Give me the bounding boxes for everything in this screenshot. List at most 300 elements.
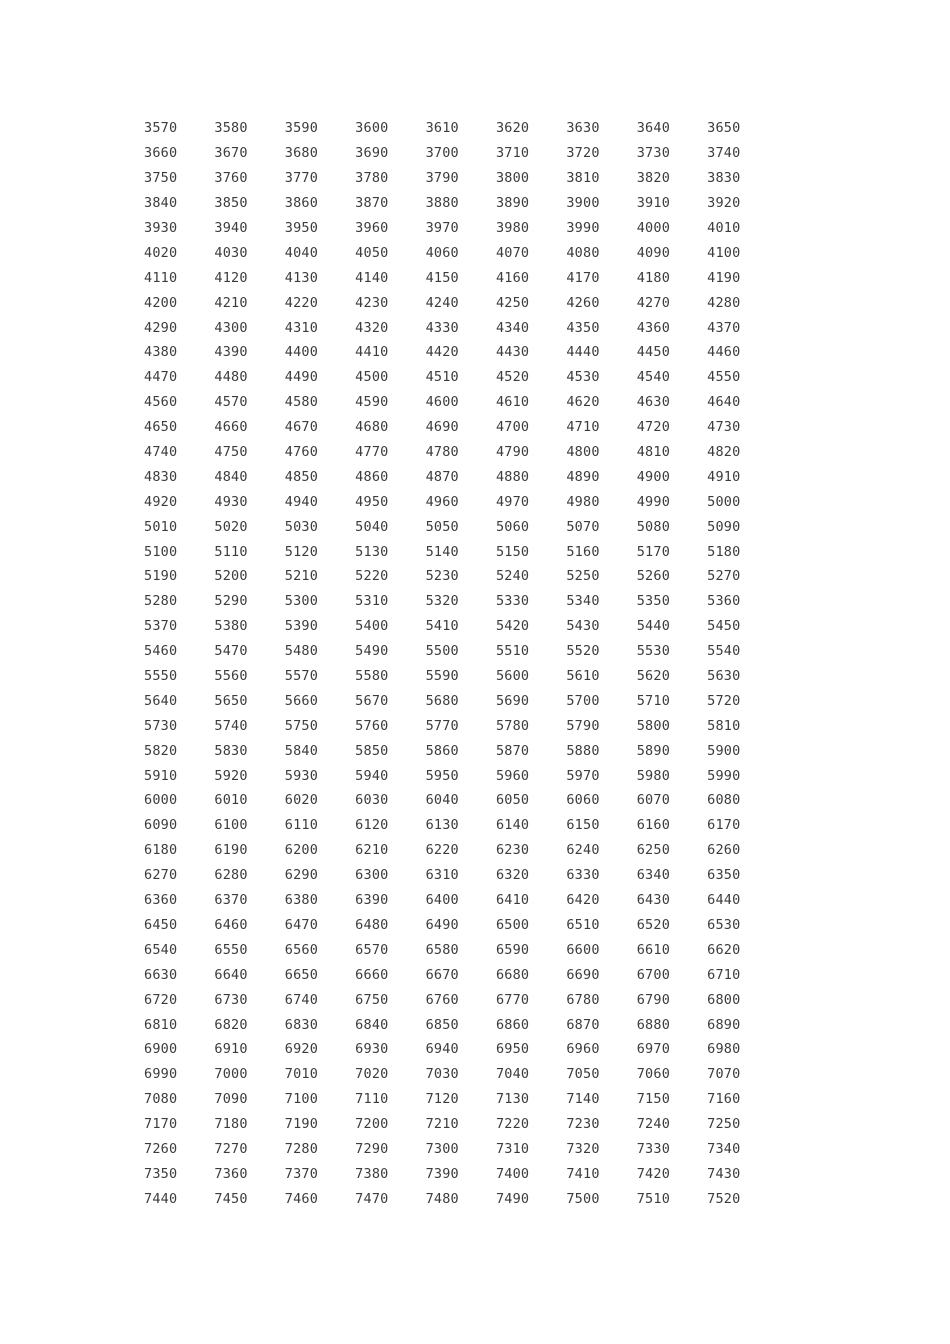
number-cell: 6030 bbox=[355, 792, 389, 809]
number-cell: 5830 bbox=[214, 742, 248, 759]
number-cell: 7350 bbox=[144, 1165, 178, 1182]
number-cell: 6540 bbox=[144, 941, 178, 958]
number-cell: 4040 bbox=[284, 244, 319, 261]
number-cell: 5280 bbox=[144, 593, 178, 610]
number-cell: 6880 bbox=[636, 1016, 671, 1033]
number-cell: 6320 bbox=[495, 867, 530, 884]
number-cell: 4420 bbox=[425, 344, 459, 361]
number-cell: 7430 bbox=[707, 1165, 741, 1182]
number-cell: 6870 bbox=[566, 1016, 600, 1033]
number-cell: 5490 bbox=[355, 643, 389, 660]
number-cell: 6990 bbox=[144, 1066, 178, 1083]
number-cell: 5250 bbox=[566, 568, 600, 585]
number-cell: 6600 bbox=[566, 941, 600, 958]
number-cell: 7010 bbox=[284, 1066, 319, 1083]
number-cell: 7190 bbox=[284, 1116, 319, 1133]
number-cell: 5530 bbox=[636, 643, 671, 660]
number-cell: 5070 bbox=[566, 518, 600, 535]
number-cell: 5390 bbox=[284, 618, 319, 635]
number-cell: 6220 bbox=[425, 842, 459, 859]
number-cell: 7460 bbox=[284, 1190, 319, 1207]
number-cell: 3920 bbox=[707, 195, 741, 212]
number-cell: 4230 bbox=[355, 294, 389, 311]
number-row bbox=[144, 589, 784, 614]
number-cell: 5140 bbox=[425, 543, 459, 560]
number-cell: 6270 bbox=[144, 867, 178, 884]
number-cell: 7450 bbox=[214, 1190, 248, 1207]
number-row bbox=[144, 116, 784, 141]
number-cell: 5800 bbox=[636, 717, 671, 734]
number-cell: 6230 bbox=[495, 842, 530, 859]
number-cell: 5190 bbox=[144, 568, 178, 585]
number-cell: 4080 bbox=[566, 244, 600, 261]
number-row bbox=[144, 888, 784, 913]
number-cell: 5650 bbox=[214, 692, 248, 709]
number-cell: 5630 bbox=[707, 668, 741, 685]
number-cell: 5600 bbox=[495, 668, 530, 685]
number-cell: 6080 bbox=[707, 792, 741, 809]
number-cell: 7300 bbox=[425, 1140, 459, 1157]
number-row bbox=[144, 216, 784, 241]
number-cell: 5510 bbox=[495, 643, 530, 660]
number-cell: 6890 bbox=[707, 1016, 741, 1033]
number-cell: 6710 bbox=[707, 966, 741, 983]
number-cell: 7040 bbox=[495, 1066, 530, 1083]
number-cell: 7280 bbox=[284, 1140, 319, 1157]
number-cell: 4050 bbox=[355, 244, 389, 261]
number-cell: 5690 bbox=[495, 692, 530, 709]
number-row bbox=[144, 166, 784, 191]
number-cell: 3780 bbox=[355, 170, 389, 187]
number-cell: 4970 bbox=[495, 493, 530, 510]
number-cell: 5030 bbox=[284, 518, 319, 535]
number-cell: 6470 bbox=[284, 916, 319, 933]
number-cell: 6560 bbox=[284, 941, 319, 958]
number-cell: 4660 bbox=[214, 419, 248, 436]
number-cell: 5460 bbox=[144, 643, 178, 660]
number-cell: 5160 bbox=[566, 543, 600, 560]
number-cell: 7400 bbox=[495, 1165, 530, 1182]
number-cell: 5890 bbox=[636, 742, 671, 759]
number-cell: 3640 bbox=[636, 120, 671, 137]
number-cell: 6310 bbox=[425, 867, 459, 884]
number-cell: 4930 bbox=[214, 493, 248, 510]
number-cell: 4070 bbox=[495, 244, 530, 261]
number-row bbox=[144, 738, 784, 763]
number-cell: 5670 bbox=[355, 692, 389, 709]
number-cell: 7020 bbox=[355, 1066, 389, 1083]
number-cell: 6950 bbox=[495, 1041, 530, 1058]
number-cell: 4920 bbox=[144, 493, 178, 510]
number-cell: 4380 bbox=[144, 344, 178, 361]
number-cell: 6830 bbox=[284, 1016, 319, 1033]
number-cell: 5400 bbox=[355, 618, 389, 635]
number-cell: 6020 bbox=[284, 792, 319, 809]
number-row bbox=[144, 962, 784, 987]
number-cell: 6120 bbox=[355, 817, 389, 834]
number-row bbox=[144, 1161, 784, 1186]
number-cell: 6150 bbox=[566, 817, 600, 834]
number-cell: 6680 bbox=[495, 966, 530, 983]
number-cell: 7230 bbox=[566, 1116, 600, 1133]
number-cell: 6840 bbox=[355, 1016, 389, 1033]
number-cell: 5150 bbox=[495, 543, 530, 560]
number-cell: 6060 bbox=[566, 792, 600, 809]
number-cell: 7510 bbox=[636, 1190, 671, 1207]
number-cell: 4100 bbox=[707, 244, 741, 261]
number-cell: 6190 bbox=[214, 842, 248, 859]
number-cell: 4010 bbox=[707, 220, 741, 236]
number-row bbox=[144, 813, 784, 838]
number-cell: 3990 bbox=[566, 220, 600, 236]
number-cell: 4760 bbox=[284, 444, 319, 461]
number-cell: 4480 bbox=[214, 369, 248, 386]
number-cell: 6390 bbox=[355, 892, 389, 909]
number-row bbox=[144, 365, 784, 390]
number-cell: 4600 bbox=[425, 394, 459, 411]
number-cell: 7360 bbox=[214, 1165, 248, 1182]
number-cell: 6640 bbox=[214, 966, 248, 983]
number-row bbox=[144, 639, 784, 664]
number-row bbox=[144, 863, 784, 888]
number-cell: 6330 bbox=[566, 867, 600, 884]
number-cell: 6610 bbox=[636, 941, 671, 958]
number-cell: 6850 bbox=[425, 1016, 459, 1033]
number-cell: 7210 bbox=[425, 1116, 459, 1133]
number-cell: 3940 bbox=[214, 220, 248, 236]
number-cell: 7380 bbox=[355, 1165, 389, 1182]
number-cell: 3720 bbox=[566, 145, 600, 162]
number-cell: 4720 bbox=[636, 419, 671, 436]
number-cell: 3930 bbox=[144, 220, 178, 236]
number-cell: 4730 bbox=[707, 419, 741, 436]
number-cell: 7340 bbox=[707, 1140, 741, 1157]
number-cell: 7500 bbox=[566, 1190, 600, 1207]
number-cell: 4340 bbox=[495, 319, 530, 336]
number-cell: 4470 bbox=[144, 369, 178, 386]
number-cell: 6530 bbox=[707, 916, 741, 933]
number-cell: 5820 bbox=[144, 742, 178, 759]
number-cell: 6960 bbox=[566, 1041, 600, 1058]
number-cell: 4190 bbox=[707, 269, 741, 286]
number-cell: 5240 bbox=[495, 568, 530, 585]
number-cell: 5020 bbox=[214, 518, 248, 535]
number-cell: 6650 bbox=[284, 966, 319, 983]
number-cell: 4160 bbox=[495, 269, 530, 286]
number-cell: 4290 bbox=[144, 319, 178, 336]
number-row bbox=[144, 614, 784, 639]
number-cell: 4900 bbox=[636, 468, 671, 485]
number-cell: 5440 bbox=[636, 618, 671, 635]
number-cell: 4980 bbox=[566, 493, 600, 510]
number-cell: 5760 bbox=[355, 717, 389, 734]
number-cell: 6800 bbox=[707, 991, 741, 1008]
number-cell: 3660 bbox=[144, 145, 178, 162]
number-cell: 6790 bbox=[636, 991, 671, 1008]
number-cell: 5500 bbox=[425, 643, 459, 660]
number-row bbox=[144, 340, 784, 365]
number-cell: 7170 bbox=[144, 1116, 178, 1133]
number-row bbox=[144, 664, 784, 689]
number-cell: 7060 bbox=[636, 1066, 671, 1083]
number-cell: 3570 bbox=[144, 120, 178, 137]
number-cell: 4330 bbox=[425, 319, 459, 336]
number-cell: 7240 bbox=[636, 1116, 671, 1133]
number-cell: 4460 bbox=[707, 344, 741, 361]
number-cell: 7150 bbox=[636, 1091, 671, 1108]
number-cell: 5300 bbox=[284, 593, 319, 610]
number-cell: 4810 bbox=[636, 444, 671, 461]
number-cell: 7110 bbox=[355, 1091, 389, 1108]
number-cell: 4550 bbox=[707, 369, 741, 386]
number-cell: 6340 bbox=[636, 867, 671, 884]
number-cell: 6770 bbox=[495, 991, 530, 1008]
number-cell: 6520 bbox=[636, 916, 671, 933]
number-cell: 6740 bbox=[284, 991, 319, 1008]
number-cell: 4060 bbox=[425, 244, 459, 261]
number-cell: 5660 bbox=[284, 692, 319, 709]
number-cell: 3710 bbox=[495, 145, 530, 162]
number-cell: 6590 bbox=[495, 941, 530, 958]
number-cell: 4430 bbox=[495, 344, 530, 361]
number-cell: 4750 bbox=[214, 444, 248, 461]
number-cell: 5750 bbox=[284, 717, 319, 734]
number-cell: 4500 bbox=[355, 369, 389, 386]
number-cell: 5580 bbox=[355, 668, 389, 685]
number-cell: 6510 bbox=[566, 916, 600, 933]
number-cell: 7160 bbox=[707, 1091, 741, 1108]
number-cell: 6920 bbox=[284, 1041, 319, 1058]
number-cell: 4570 bbox=[214, 394, 248, 411]
number-cell: 5310 bbox=[355, 593, 389, 610]
number-cell: 4240 bbox=[425, 294, 459, 311]
number-cell: 6570 bbox=[355, 941, 389, 958]
number-cell: 4130 bbox=[284, 269, 319, 286]
number-cell: 5130 bbox=[355, 543, 389, 560]
number-cell: 4690 bbox=[425, 419, 459, 436]
number-cell: 5770 bbox=[425, 717, 459, 734]
number-cell: 6180 bbox=[144, 842, 178, 859]
number-cell: 7290 bbox=[355, 1140, 389, 1157]
number-cell: 4400 bbox=[284, 344, 319, 361]
number-cell: 5700 bbox=[566, 692, 600, 709]
number-cell: 6140 bbox=[495, 817, 530, 834]
number-cell: 4320 bbox=[355, 319, 389, 336]
number-cell: 5900 bbox=[707, 742, 741, 759]
number-cell: 4110 bbox=[144, 269, 178, 286]
number-cell: 6420 bbox=[566, 892, 600, 909]
number-row bbox=[144, 1112, 784, 1137]
number-cell: 4450 bbox=[636, 344, 671, 361]
number-cell: 6200 bbox=[284, 842, 319, 859]
number-cell: 4020 bbox=[144, 244, 178, 261]
number-cell: 5910 bbox=[144, 767, 178, 784]
number-cell: 4830 bbox=[144, 468, 178, 485]
number-row bbox=[144, 390, 784, 415]
number-cell: 6130 bbox=[425, 817, 459, 834]
number-cell: 7090 bbox=[214, 1091, 248, 1108]
number-row bbox=[144, 913, 784, 938]
number-cell: 5940 bbox=[355, 767, 389, 784]
number-row bbox=[144, 440, 784, 465]
number-cell: 7260 bbox=[144, 1140, 178, 1157]
number-cell: 4250 bbox=[495, 294, 530, 311]
number-cell: 4940 bbox=[284, 493, 319, 510]
number-cell: 5330 bbox=[495, 593, 530, 610]
number-cell: 3670 bbox=[214, 145, 248, 162]
number-cell: 7180 bbox=[214, 1116, 248, 1133]
number-cell: 3860 bbox=[284, 195, 319, 212]
number-cell: 5210 bbox=[284, 568, 319, 585]
number-cell: 6380 bbox=[284, 892, 319, 909]
number-row bbox=[144, 688, 784, 713]
number-cell: 3910 bbox=[636, 195, 671, 212]
number-cell: 6440 bbox=[707, 892, 741, 909]
number-cell: 4510 bbox=[425, 369, 459, 386]
number-cell: 6170 bbox=[707, 817, 741, 834]
number-row bbox=[144, 1137, 784, 1162]
number-cell: 7080 bbox=[144, 1091, 178, 1108]
number-cell: 3800 bbox=[495, 170, 530, 187]
number-cell: 6250 bbox=[636, 842, 671, 859]
number-cell: 3950 bbox=[284, 220, 319, 236]
number-cell: 6480 bbox=[355, 916, 389, 933]
number-row bbox=[144, 240, 784, 265]
number-cell: 4910 bbox=[707, 468, 741, 485]
number-row bbox=[144, 1012, 784, 1037]
number-cell: 7410 bbox=[566, 1165, 600, 1182]
number-cell: 6900 bbox=[144, 1041, 178, 1058]
number-cell: 7120 bbox=[425, 1091, 459, 1108]
number-cell: 4870 bbox=[425, 468, 459, 485]
number-cell: 5960 bbox=[495, 767, 530, 784]
number-row bbox=[144, 1037, 784, 1062]
number-cell: 3830 bbox=[707, 170, 741, 187]
number-cell: 5870 bbox=[495, 742, 530, 759]
number-row bbox=[144, 987, 784, 1012]
number-row bbox=[144, 1087, 784, 1112]
number-cell: 4860 bbox=[355, 468, 389, 485]
number-cell: 5220 bbox=[355, 568, 389, 585]
number-cell: 4000 bbox=[636, 220, 671, 236]
number-cell: 5640 bbox=[144, 692, 178, 709]
number-cell: 3870 bbox=[355, 195, 389, 212]
number-cell: 6360 bbox=[144, 892, 178, 909]
number-cell: 4590 bbox=[355, 394, 389, 411]
number-cell: 6980 bbox=[707, 1041, 741, 1058]
number-cell: 5730 bbox=[144, 717, 178, 734]
number-cell: 3600 bbox=[355, 120, 389, 137]
number-cell: 3740 bbox=[707, 145, 741, 162]
number-cell: 6110 bbox=[284, 817, 319, 834]
number-cell: 4990 bbox=[636, 493, 671, 510]
number-cell: 5080 bbox=[636, 518, 671, 535]
number-cell: 5010 bbox=[144, 518, 178, 535]
number-cell: 4950 bbox=[355, 493, 389, 510]
number-cell: 7480 bbox=[425, 1190, 459, 1207]
number-cell: 7070 bbox=[707, 1066, 741, 1083]
number-cell: 7310 bbox=[495, 1140, 530, 1157]
number-cell: 4280 bbox=[707, 294, 741, 311]
number-cell: 6350 bbox=[707, 867, 741, 884]
number-cell: 5550 bbox=[144, 668, 178, 685]
number-row bbox=[144, 564, 784, 589]
number-cell: 6550 bbox=[214, 941, 248, 958]
number-cell: 6690 bbox=[566, 966, 600, 983]
number-row bbox=[144, 265, 784, 290]
number-cell: 6660 bbox=[355, 966, 389, 983]
number-cell: 3960 bbox=[355, 220, 389, 236]
number-cell: 6290 bbox=[284, 867, 319, 884]
number-cell: 5230 bbox=[425, 568, 459, 585]
number-cell: 4170 bbox=[566, 269, 600, 286]
number-cell: 5710 bbox=[636, 692, 671, 709]
number-cell: 5570 bbox=[284, 668, 319, 685]
number-cell: 4530 bbox=[566, 369, 600, 386]
number-cell: 6400 bbox=[425, 892, 459, 909]
number-cell: 5470 bbox=[214, 643, 248, 660]
number-row bbox=[144, 1062, 784, 1087]
number-cell: 3620 bbox=[495, 120, 530, 137]
number-cell: 7440 bbox=[144, 1190, 178, 1207]
number-cell: 4610 bbox=[495, 394, 530, 411]
number-cell: 5780 bbox=[495, 717, 530, 734]
number-row bbox=[144, 141, 784, 166]
number-row bbox=[144, 539, 784, 564]
number-cell: 5170 bbox=[636, 543, 671, 560]
number-cell: 4150 bbox=[425, 269, 459, 286]
number-cell: 3700 bbox=[425, 145, 459, 162]
number-cell: 7370 bbox=[284, 1165, 319, 1182]
number-cell: 6490 bbox=[425, 916, 459, 933]
number-cell: 4680 bbox=[355, 419, 389, 436]
number-cell: 5680 bbox=[425, 692, 459, 709]
number-cell: 5370 bbox=[144, 618, 178, 635]
number-cell: 4780 bbox=[425, 444, 459, 461]
number-cell: 6070 bbox=[636, 792, 671, 809]
number-cell: 4630 bbox=[636, 394, 671, 411]
number-cell: 7250 bbox=[707, 1116, 741, 1133]
number-cell: 5880 bbox=[566, 742, 600, 759]
number-cell: 5810 bbox=[707, 717, 741, 734]
number-cell: 5920 bbox=[214, 767, 248, 784]
number-cell: 5590 bbox=[425, 668, 459, 685]
number-cell: 6820 bbox=[214, 1016, 248, 1033]
number-cell: 4090 bbox=[636, 244, 671, 261]
number-cell: 5980 bbox=[636, 767, 671, 784]
number-cell: 4880 bbox=[495, 468, 530, 485]
number-cell: 6720 bbox=[144, 991, 178, 1008]
number-cell: 6280 bbox=[214, 867, 248, 884]
number-cell: 5520 bbox=[566, 643, 600, 660]
number-row bbox=[144, 489, 784, 514]
number-cell: 4840 bbox=[214, 468, 248, 485]
number-row bbox=[144, 838, 784, 863]
number-cell: 5950 bbox=[425, 767, 459, 784]
number-cell: 4180 bbox=[636, 269, 671, 286]
number-row bbox=[144, 713, 784, 738]
number-cell: 3590 bbox=[284, 120, 319, 137]
number-cell: 7320 bbox=[566, 1140, 600, 1157]
number-cell: 7130 bbox=[495, 1091, 530, 1108]
number-cell: 5450 bbox=[707, 618, 741, 635]
number-cell: 4540 bbox=[636, 369, 671, 386]
number-cell: 5360 bbox=[707, 593, 741, 610]
number-cell: 4260 bbox=[566, 294, 600, 311]
number-cell: 7140 bbox=[566, 1091, 600, 1108]
number-row bbox=[144, 763, 784, 788]
number-cell: 3760 bbox=[214, 170, 248, 187]
